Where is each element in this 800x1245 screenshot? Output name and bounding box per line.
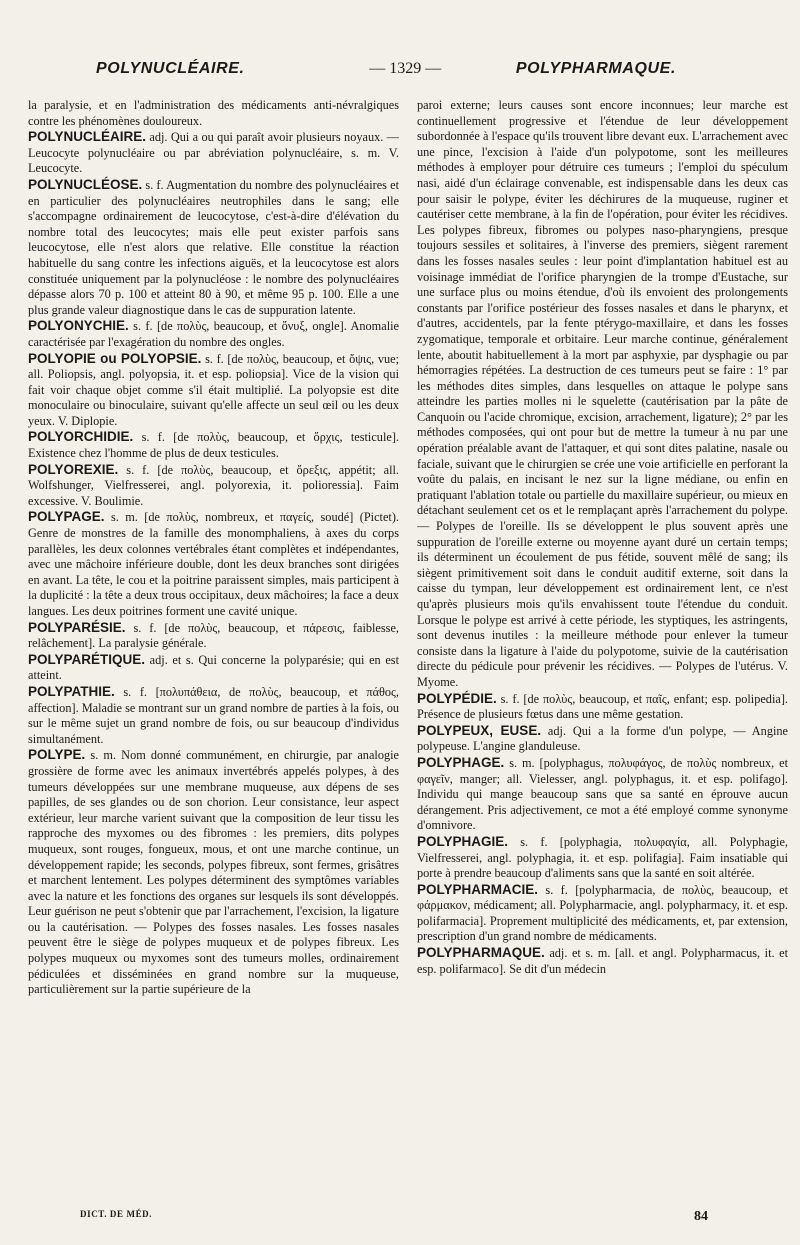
- entry-polyparetique: [28, 652, 399, 684]
- definition: s. f. [de πολὺς, beaucoup, et παῖς, enfant; esp. polipedia]. Présence de plusieurs fœtus dans une même gestation.: [417, 691, 788, 722]
- entry-polyonychie: [28, 318, 399, 350]
- headword: POLYPATHIE.: [28, 683, 115, 699]
- headword: POLYOPIE ou POLYOPSIE.: [28, 350, 202, 366]
- definition: s. f. [de πολὺς, beaucoup, et ὄρεξις, appétit; all. Wolfshunger, Vielfresserei, angl. polyorexia, it. polioressia]. Faim excessive. V. Boulimie.: [28, 462, 399, 508]
- headword: POLYPHAGE.: [417, 754, 505, 770]
- entry-polynucleose: [28, 177, 399, 318]
- definition: s. f. [πολυπάθεια, de πολὺς, beaucoup, et πάθος, affection]. Maladie se montrant sur un grand nombre de parties à la fois, ou sur le même sujet un grand nombre de fois, ou sur beaucoup d'individus simultanément.: [28, 684, 399, 746]
- entry-polypathie: [28, 684, 399, 747]
- definition: s. f. Augmentation du nombre des polynucléaires et en particulier des polynucléaires neutrophiles dans le sang; elle s'accompagne ordinairement de leucocytose, c'est-à-dire d'élévation du nombre total des leucocytes; mais elle peut exister parfois sans leucocytose, elle n'est alors que relative. Elle constitue la réaction habituelle du sang contre les infections aiguës, et la leucocytose est alors constituée uniquement par la polynucléose : le nombre des polynucléaires dépasse alors 70 p. 100 et atteint 80 à 90, et même 95 p. 100. Elle a une plus grande valeur diagnostique dans le cas de suppuration latente.: [28, 177, 399, 317]
- headword: POLYPARÉSIE.: [28, 619, 126, 635]
- headword: POLYPHARMAQUE.: [417, 945, 545, 961]
- definition: s. f. [de πολὺς, beaucoup, et ὄνυξ, ongle]. Anomalie caractérisée par l'exagération du nombre des ongles.: [28, 319, 399, 349]
- header-page-number: — 1329 —: [369, 60, 442, 77]
- headword: POLYORCHIDIE.: [28, 429, 134, 445]
- headword: POLYPÉDIE.: [417, 690, 497, 706]
- headword: POLYPHAGIE.: [417, 833, 509, 849]
- headword: POLYNUCLÉAIRE.: [28, 129, 147, 145]
- definition: s. m. [de πολὺς, nombreux, et παγείς, soudé] (Pictet). Genre de monstres de la famille des monomphaliens, à axes du corps parallèles, les deux colonnes vertébrales étant complètes et indépendantes, avec une mâchoire inférieure double, dont les deux branches sont dirigées en avant. La tête, le cou et la poitrine paraissent simples, mais participent à la duplicité : la tête a deux trous occipitaux, deux mâchoires; la face a deux langues. Les deux poitrines forment une cavité unique.: [28, 510, 399, 618]
- headword: POLYNUCLÉOSE.: [28, 176, 143, 192]
- headword: POLYPE.: [28, 747, 86, 763]
- entry-polype: [28, 747, 399, 998]
- right-column: [417, 98, 788, 1183]
- definition: s. m. Nom donné communément, en chirurgie, par analogie grossière de forme avec les animaux invertébrés appelés polypes, à des tumeurs développées sur une membrane muqueuse, aux dépens de ses papilles, de ses glandes ou de son chorion. Leur consistance, leur aspect extérieur, leur marche varient suivant que la composition de leur tissu les rapproche des myxomes ou des fibromes : les premiers, dits polypes muqueux, sont rouges, fongueux, mous, et ont une marche continue, un développement rapide; les seconds, polypes fibreux, sont fermes, grisâtres et marchent lentement. Les polypes déterminent des symptômes variables avec la nature et les fonctions des organes sur lesquels ils sont développés. Leur guérison ne peut s'obtenir que par l'arrachement, l'excision, la ligature ou la cautérisation. — Polypes des fosses nasales. Les fosses nasales peuvent être le siège de polypes muqueux et de polypes fibreux. Les polypes muqueux ou myxomes sont des tumeurs molles, ordinairement pédiculées et disséminées en grand nombre sur la muqueuse, particulièrement sur la partie supérieure de la: [28, 748, 399, 997]
- signature-mark: DICT. DE MÉD.: [80, 1209, 153, 1219]
- definition: adj. Qui a ou qui paraît avoir plusieurs noyaux. — Leucocyte polynucléaire ou par abréviation polynucléaire, s. m. V. Leucocyte.: [28, 130, 399, 176]
- headword: POLYPHARMACIE.: [417, 881, 539, 897]
- header-left-guideword: POLYNUCLÉAIRE.: [96, 60, 245, 77]
- definition: s. f. [de πολὺς, beaucoup, et ὄρχις, testicule]. Existence chez l'homme de plus de deux testicules.: [28, 430, 399, 461]
- definition: s. f. [polypharmacia, de πολὺς, beaucoup, et φάρμακον, médicament; all. Polypharmacie, angl. polypharmacy, it. et esp. polifarmacia]. Proprement multiplicité des médicaments, et, par extension, prescription d'un grand nombre de médicaments.: [417, 882, 788, 944]
- definition: s. f. [de πολὺς, beaucoup, et ὄψις, vue; all. Poliopsis, angl. polyopsia, it. et esp. poliopsia]. Vice de la vision qui fait voir chaque objet comme s'il était multiplié. La polyopsie est dite monoculaire ou binoculaire, suivant qu'elle affecte un seul œil ou les deux yeux. V. Diplopie.: [28, 351, 399, 428]
- definition: s. f. [polyphagia, πολυφαγία, all. Polyphagie, Vielfresserei, angl. polyphagia, it. et esp. polifagia]. Faim insatiable qui porte à prendre beaucoup d'aliments sans que la santé en soit altérée.: [417, 834, 788, 881]
- entry-polyorchidie: [28, 429, 399, 461]
- headword: POLYOREXIE.: [28, 461, 119, 477]
- entry-polyphage: [417, 755, 788, 834]
- sheet-number: 84: [694, 1209, 708, 1224]
- header-right-guideword: POLYPHARMAQUE.: [515, 60, 676, 77]
- entry-polypeux: [417, 723, 788, 755]
- entry-polynucleaire: [28, 129, 399, 177]
- headword: POLYPEUX, EUSE.: [417, 722, 542, 738]
- definition: s. f. [de πολὺς, beaucoup, et πάρεσις, faiblesse, relâchement]. La paralysie générale.: [28, 620, 399, 651]
- definition: adj. et s. Qui concerne la polyparésie; qui en est atteint.: [28, 652, 399, 683]
- entry-polyorexie: [28, 462, 399, 510]
- definition: adj. Qui a la forme d'un polype, — Angine polypeuse. L'angine glanduleuse.: [417, 723, 788, 754]
- entry-polypedie: [417, 691, 788, 723]
- entry-polypharmaque: [417, 945, 788, 977]
- continued-text: paroi externe; leurs causes sont encore inconnues; leur marche est continuellement progressive et l'étendue de leur développement subordonnée à l'espace qu'ils trouvent libre devant eux. L'arrachement avec une pince, l'excision à l'aide d'un polypotome, sont les meilleures méthodes à employer pour détruire ces tumeurs ; l'emploi du spéculum nasi, aidé d'un éclairage convenable, est indispensable dans les deux cas pour saisir le polype, éviter les déchirures de la muqueuse, ruginer et cautériser cette membrane, à la fin de l'opération, pour éviter les récidives. Les polypes fibreux, fibromes ou polypes naso-pharyngiens, presque toujours sessiles et solitaires, à l'inverse des premiers, siègent rarement dans les fosses nasales seules : leur point d'implantation habituel est au voisinage immédiat de l'orifice pharyngien de la trompe d'Eustache, sur une surface plus ou moins étendue, d'où ils envoient des prolongements constants par l'orifice postérieur des fosses nasales et dans le pharynx, et d'autres, accidentels, par la fente ptérygo-maxillaire, et dans les fosses zygomatique, temporale et orbitaire. Leur marche continue, généralement lente, aboutit habituellement à la mort par asphyxie, par dysphagie ou par hémorragies répétées. La destruction de ces tumeurs peut se faire : 1° par les méthodes dites simples, dans lesquelles on attaque le polype sans atteindre les parties molles ni le squelette (cautérisation par la pâte de Canquoin ou l'acide chromique, excision, arrachement, ligature); 2° par les méthodes composées, qui ont pour but de mettre la tumeur à nu par une opération préalable avant de l'attaquer, et qui sont dites palatine, nasale ou faciale, suivant que le chirurgien se crée une voie artificielle en perforant la voûte du palais, en incisant le nez sur la ligne médiane, ou enfin en pratiquant l'ablation totale ou partielle du maxillaire supérieur, ou mieux en détachant seulement cet os et le remplaçant après l'arrachement du polype. — Polypes de l'oreille. Ils se développent le plus souvent après une suppuration de l'oreille externe ou moyenne ayant duré un certain temps; ils déterminent un écoulement de pus fétide, souvent mêlé de sang; ils siègent primitivement soit dans le conduit auditif externe, soit dans la caisse du tympan, leur développement est ordinairement lent, ce n'est qu'après plusieurs mois qu'ils envahissent toute l'étendue du conduit. Lorsque le polype est arrivé à cette période, les styptiques, les astringents, sont devenus inutiles : la meilleure méthode pour enlever la tumeur consiste dans la ligature à l'aide du polypotome, suivie de la cautérisation directe du pédicule pour prévenir les récidives. — Polypes de l'utérus. V. Myome.: [417, 98, 788, 689]
- continued-text: la paralysie, et en l'administration des médicaments anti-névralgiques contre les phénomènes douloureux.: [28, 98, 399, 128]
- left-column: [28, 98, 399, 1183]
- headword: POLYPAGE.: [28, 509, 105, 525]
- entry-polyphagie: [417, 834, 788, 882]
- definition: s. m. [polyphagus, πολυφάγος, de πολὺς nombreux, et φαγεῖν, manger; all. Vielesser, angl. polyphagus, it. et esp. polifago]. Individu qui mange beaucoup sans que sa santé en éprouve aucun dérangement. Pris adjectivement, ce mot a été employé comme synonyme d'omnivore.: [417, 755, 788, 833]
- text-columns: [28, 98, 788, 1183]
- entry-polypage: [28, 509, 399, 619]
- definition: adj. et s. m. [all. et angl. Polypharmacus, it. et esp. polifarmaco]. Se dit d'un médecin: [417, 946, 788, 976]
- headword: POLYPARÉTIQUE.: [28, 651, 146, 667]
- headword: POLYONYCHIE.: [28, 318, 129, 334]
- running-header: [28, 60, 782, 84]
- entry-polyopie: [28, 351, 399, 430]
- entry-polypharmacie: [417, 882, 788, 945]
- entry-polyparesie: [28, 620, 399, 652]
